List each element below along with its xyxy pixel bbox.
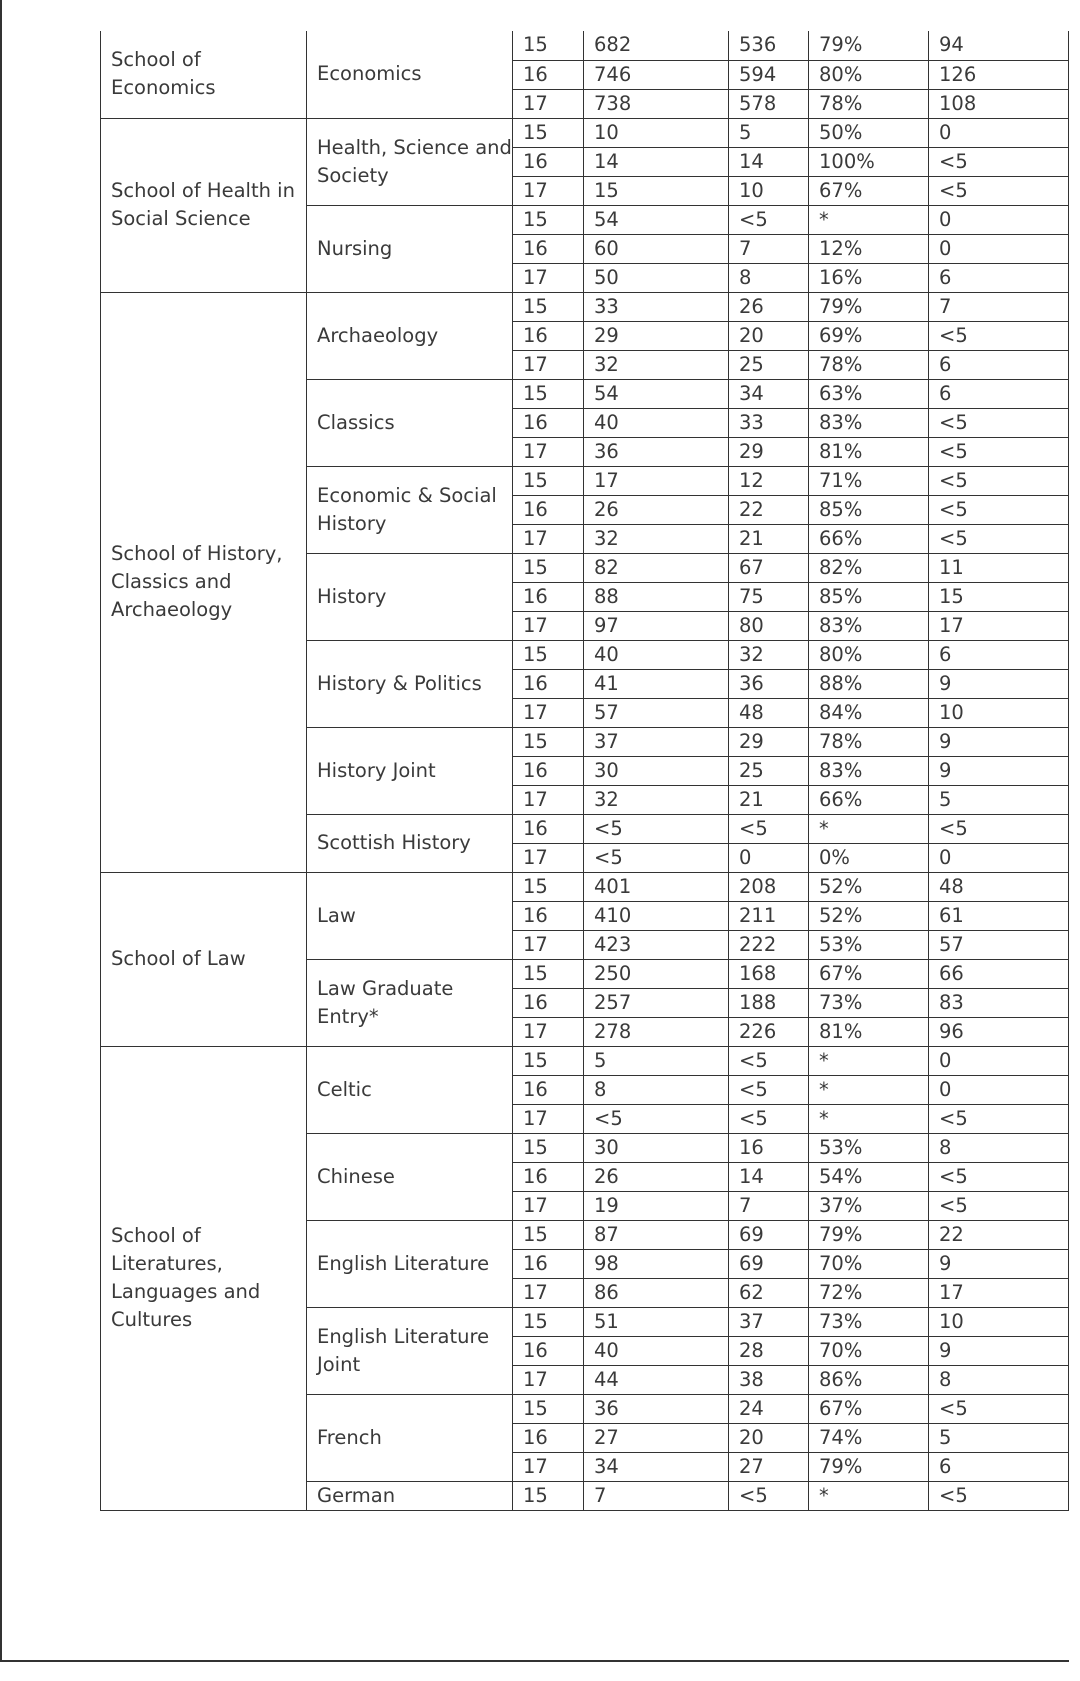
year-cell: 16: [513, 147, 584, 176]
offers-cell: 25: [729, 756, 809, 785]
year-cell: 17: [513, 350, 584, 379]
year-cell: 15: [513, 727, 584, 756]
offer-rate-cell: 67%: [809, 959, 929, 988]
entrants-cell: 126: [929, 60, 1069, 89]
offers-cell: <5: [729, 1046, 809, 1075]
offer-rate-cell: 80%: [809, 60, 929, 89]
applications-cell: 82: [584, 553, 729, 582]
offers-cell: 26: [729, 292, 809, 321]
entrants-cell: 0: [929, 843, 1069, 872]
page-border-left: [0, 0, 2, 1661]
year-cell: 17: [513, 611, 584, 640]
year-cell: 17: [513, 1191, 584, 1220]
applications-cell: 257: [584, 988, 729, 1017]
entrants-cell: <5: [929, 495, 1069, 524]
year-cell: 15: [513, 1133, 584, 1162]
offers-cell: 67: [729, 553, 809, 582]
applications-cell: 60: [584, 234, 729, 263]
offer-rate-cell: 70%: [809, 1336, 929, 1365]
entrants-cell: 9: [929, 756, 1069, 785]
year-cell: 15: [513, 1307, 584, 1336]
entrants-cell: 8: [929, 1365, 1069, 1394]
subject-name-cell: German: [307, 1481, 513, 1510]
offers-cell: 7: [729, 234, 809, 263]
year-cell: 16: [513, 901, 584, 930]
entrants-cell: 5: [929, 1423, 1069, 1452]
offers-cell: 20: [729, 1423, 809, 1452]
entrants-cell: 0: [929, 1075, 1069, 1104]
year-cell: 16: [513, 234, 584, 263]
entrants-cell: 61: [929, 901, 1069, 930]
subject-name-cell: Nursing: [307, 205, 513, 292]
offers-cell: 25: [729, 350, 809, 379]
offer-rate-cell: 81%: [809, 437, 929, 466]
applications-cell: 410: [584, 901, 729, 930]
applications-cell: 50: [584, 263, 729, 292]
subject-name-cell: Celtic: [307, 1046, 513, 1133]
offers-cell: 10: [729, 176, 809, 205]
applications-cell: 36: [584, 437, 729, 466]
year-cell: 15: [513, 553, 584, 582]
applications-cell: 29: [584, 321, 729, 350]
offers-cell: 16: [729, 1133, 809, 1162]
subject-name-cell: Economics: [307, 31, 513, 118]
applications-cell: 14: [584, 147, 729, 176]
applications-cell: 36: [584, 1394, 729, 1423]
table-row: [101, 872, 1069, 901]
offers-cell: 37: [729, 1307, 809, 1336]
offer-rate-cell: 85%: [809, 582, 929, 611]
applications-cell: 5: [584, 1046, 729, 1075]
applications-cell: 32: [584, 785, 729, 814]
offer-rate-cell: 67%: [809, 1394, 929, 1423]
entrants-cell: 10: [929, 698, 1069, 727]
offers-cell: 62: [729, 1278, 809, 1307]
applications-cell: 15: [584, 176, 729, 205]
entrants-cell: 10: [929, 1307, 1069, 1336]
applications-cell: 278: [584, 1017, 729, 1046]
applications-cell: 26: [584, 1162, 729, 1191]
applications-cell: 27: [584, 1423, 729, 1452]
subject-name-cell: Economic & Social History: [307, 466, 513, 553]
applications-cell: 30: [584, 1133, 729, 1162]
offers-cell: 29: [729, 437, 809, 466]
year-cell: 16: [513, 756, 584, 785]
entrants-cell: 6: [929, 263, 1069, 292]
school-name-cell: School of History, Classics and Archaeology: [101, 292, 307, 872]
year-cell: 16: [513, 1423, 584, 1452]
year-cell: 15: [513, 1481, 584, 1510]
year-cell: 15: [513, 1220, 584, 1249]
year-cell: 15: [513, 466, 584, 495]
year-cell: 16: [513, 669, 584, 698]
subject-name-cell: French: [307, 1394, 513, 1481]
year-cell: 16: [513, 814, 584, 843]
offer-rate-cell: 73%: [809, 988, 929, 1017]
applications-cell: <5: [584, 843, 729, 872]
applications-cell: 40: [584, 640, 729, 669]
year-cell: 17: [513, 1278, 584, 1307]
offer-rate-cell: 83%: [809, 756, 929, 785]
offer-rate-cell: 78%: [809, 727, 929, 756]
year-cell: 17: [513, 1017, 584, 1046]
year-cell: 17: [513, 698, 584, 727]
statistics-table: [100, 31, 1069, 1511]
applications-cell: 41: [584, 669, 729, 698]
entrants-cell: 66: [929, 959, 1069, 988]
entrants-cell: 6: [929, 640, 1069, 669]
year-cell: 17: [513, 1104, 584, 1133]
entrants-cell: 9: [929, 1249, 1069, 1278]
applications-cell: 32: [584, 350, 729, 379]
year-cell: 16: [513, 321, 584, 350]
entrants-cell: <5: [929, 466, 1069, 495]
offers-cell: 5: [729, 118, 809, 147]
offer-rate-cell: 37%: [809, 1191, 929, 1220]
school-name-cell: School of Economics: [101, 31, 307, 118]
offers-cell: 12: [729, 466, 809, 495]
year-cell: 16: [513, 495, 584, 524]
year-cell: 15: [513, 118, 584, 147]
applications-cell: 88: [584, 582, 729, 611]
year-cell: 16: [513, 988, 584, 1017]
offer-rate-cell: 71%: [809, 466, 929, 495]
offers-cell: 222: [729, 930, 809, 959]
applications-cell: 682: [584, 31, 729, 60]
entrants-cell: 57: [929, 930, 1069, 959]
entrants-cell: <5: [929, 437, 1069, 466]
entrants-cell: 0: [929, 234, 1069, 263]
year-cell: 17: [513, 437, 584, 466]
applications-cell: <5: [584, 814, 729, 843]
offer-rate-cell: 81%: [809, 1017, 929, 1046]
year-cell: 17: [513, 843, 584, 872]
year-cell: 16: [513, 1249, 584, 1278]
offers-cell: 32: [729, 640, 809, 669]
entrants-cell: 6: [929, 379, 1069, 408]
offer-rate-cell: *: [809, 205, 929, 234]
entrants-cell: <5: [929, 1481, 1069, 1510]
applications-cell: 423: [584, 930, 729, 959]
offer-rate-cell: 53%: [809, 930, 929, 959]
offer-rate-cell: 69%: [809, 321, 929, 350]
offer-rate-cell: 12%: [809, 234, 929, 263]
entrants-cell: <5: [929, 1162, 1069, 1191]
entrants-cell: 9: [929, 669, 1069, 698]
offer-rate-cell: 73%: [809, 1307, 929, 1336]
offer-rate-cell: 16%: [809, 263, 929, 292]
subject-name-cell: History Joint: [307, 727, 513, 814]
applications-cell: 54: [584, 379, 729, 408]
applications-cell: 37: [584, 727, 729, 756]
entrants-cell: 48: [929, 872, 1069, 901]
offers-cell: <5: [729, 1481, 809, 1510]
offers-cell: 27: [729, 1452, 809, 1481]
entrants-cell: 83: [929, 988, 1069, 1017]
offer-rate-cell: *: [809, 1075, 929, 1104]
applications-cell: 97: [584, 611, 729, 640]
table-row: [101, 292, 1069, 321]
year-cell: 15: [513, 959, 584, 988]
offer-rate-cell: 82%: [809, 553, 929, 582]
year-cell: 17: [513, 176, 584, 205]
offers-cell: 0: [729, 843, 809, 872]
year-cell: 16: [513, 1075, 584, 1104]
entrants-cell: 6: [929, 350, 1069, 379]
offer-rate-cell: 83%: [809, 408, 929, 437]
applications-cell: 250: [584, 959, 729, 988]
year-cell: 17: [513, 785, 584, 814]
page-border-bottom: [0, 1660, 1069, 1662]
offer-rate-cell: 66%: [809, 524, 929, 553]
offer-rate-cell: 0%: [809, 843, 929, 872]
table-row: [101, 118, 1069, 147]
year-cell: 15: [513, 640, 584, 669]
offers-cell: 22: [729, 495, 809, 524]
offers-cell: 14: [729, 147, 809, 176]
year-cell: 17: [513, 1452, 584, 1481]
entrants-cell: 5: [929, 785, 1069, 814]
offer-rate-cell: 80%: [809, 640, 929, 669]
entrants-cell: 22: [929, 1220, 1069, 1249]
applications-cell: 87: [584, 1220, 729, 1249]
offer-rate-cell: 78%: [809, 89, 929, 118]
offer-rate-cell: *: [809, 1104, 929, 1133]
offers-cell: 536: [729, 31, 809, 60]
offers-cell: <5: [729, 1104, 809, 1133]
entrants-cell: 0: [929, 118, 1069, 147]
table-body: [101, 31, 1069, 1510]
offers-cell: 14: [729, 1162, 809, 1191]
applications-cell: 32: [584, 524, 729, 553]
offer-rate-cell: 88%: [809, 669, 929, 698]
table-row: [101, 1046, 1069, 1075]
entrants-cell: 17: [929, 1278, 1069, 1307]
year-cell: 15: [513, 1046, 584, 1075]
offer-rate-cell: 63%: [809, 379, 929, 408]
year-cell: 15: [513, 872, 584, 901]
entrants-cell: <5: [929, 1104, 1069, 1133]
applications-cell: 746: [584, 60, 729, 89]
offer-rate-cell: 54%: [809, 1162, 929, 1191]
subject-name-cell: Classics: [307, 379, 513, 466]
entrants-cell: 17: [929, 611, 1069, 640]
entrants-cell: 108: [929, 89, 1069, 118]
entrants-cell: 0: [929, 1046, 1069, 1075]
subject-name-cell: English Literature: [307, 1220, 513, 1307]
offer-rate-cell: 84%: [809, 698, 929, 727]
entrants-cell: <5: [929, 1394, 1069, 1423]
offers-cell: 29: [729, 727, 809, 756]
applications-cell: 30: [584, 756, 729, 785]
offer-rate-cell: 66%: [809, 785, 929, 814]
offers-cell: 8: [729, 263, 809, 292]
offers-cell: 48: [729, 698, 809, 727]
year-cell: 17: [513, 524, 584, 553]
year-cell: 16: [513, 1162, 584, 1191]
offers-cell: 226: [729, 1017, 809, 1046]
applications-cell: 54: [584, 205, 729, 234]
subject-name-cell: Law Graduate Entry*: [307, 959, 513, 1046]
offer-rate-cell: 85%: [809, 495, 929, 524]
offer-rate-cell: 67%: [809, 176, 929, 205]
year-cell: 15: [513, 205, 584, 234]
applications-cell: 17: [584, 466, 729, 495]
entrants-cell: 9: [929, 1336, 1069, 1365]
offer-rate-cell: 83%: [809, 611, 929, 640]
entrants-cell: <5: [929, 176, 1069, 205]
offers-cell: 69: [729, 1220, 809, 1249]
entrants-cell: 15: [929, 582, 1069, 611]
applications-cell: 33: [584, 292, 729, 321]
entrants-cell: <5: [929, 524, 1069, 553]
applications-cell: 44: [584, 1365, 729, 1394]
offers-cell: <5: [729, 814, 809, 843]
subject-name-cell: Health, Science and Society: [307, 118, 513, 205]
year-cell: 16: [513, 1336, 584, 1365]
offers-cell: <5: [729, 205, 809, 234]
offers-cell: 75: [729, 582, 809, 611]
offers-cell: 594: [729, 60, 809, 89]
year-cell: 17: [513, 263, 584, 292]
offers-cell: 168: [729, 959, 809, 988]
offer-rate-cell: 79%: [809, 1452, 929, 1481]
entrants-cell: <5: [929, 147, 1069, 176]
subject-name-cell: History: [307, 553, 513, 640]
offer-rate-cell: 70%: [809, 1249, 929, 1278]
applications-cell: 40: [584, 408, 729, 437]
applications-cell: 57: [584, 698, 729, 727]
entrants-cell: 7: [929, 292, 1069, 321]
offers-cell: 34: [729, 379, 809, 408]
offer-rate-cell: 86%: [809, 1365, 929, 1394]
offers-cell: 20: [729, 321, 809, 350]
entrants-cell: 94: [929, 31, 1069, 60]
year-cell: 16: [513, 408, 584, 437]
offers-cell: 21: [729, 785, 809, 814]
offer-rate-cell: 79%: [809, 1220, 929, 1249]
year-cell: 15: [513, 1394, 584, 1423]
offers-cell: 211: [729, 901, 809, 930]
entrants-cell: 8: [929, 1133, 1069, 1162]
offers-cell: 24: [729, 1394, 809, 1423]
applications-cell: 51: [584, 1307, 729, 1336]
year-cell: 15: [513, 379, 584, 408]
offer-rate-cell: 78%: [809, 350, 929, 379]
offers-cell: 188: [729, 988, 809, 1017]
applications-cell: 10: [584, 118, 729, 147]
offers-cell: 36: [729, 669, 809, 698]
year-cell: 17: [513, 930, 584, 959]
year-cell: 15: [513, 292, 584, 321]
applications-cell: 86: [584, 1278, 729, 1307]
entrants-cell: 96: [929, 1017, 1069, 1046]
subject-name-cell: Chinese: [307, 1133, 513, 1220]
entrants-cell: 9: [929, 727, 1069, 756]
subject-name-cell: English Literature Joint: [307, 1307, 513, 1394]
school-name-cell: School of Health in Social Science: [101, 118, 307, 292]
entrants-cell: 11: [929, 553, 1069, 582]
applications-cell: 19: [584, 1191, 729, 1220]
offers-cell: 21: [729, 524, 809, 553]
year-cell: 15: [513, 31, 584, 60]
entrants-cell: 0: [929, 205, 1069, 234]
year-cell: 17: [513, 1365, 584, 1394]
entrants-cell: <5: [929, 408, 1069, 437]
subject-name-cell: Scottish History: [307, 814, 513, 872]
applications-cell: 7: [584, 1481, 729, 1510]
applications-cell: 26: [584, 495, 729, 524]
table-row: [101, 31, 1069, 60]
subject-name-cell: History & Politics: [307, 640, 513, 727]
offers-cell: 33: [729, 408, 809, 437]
entrants-cell: <5: [929, 814, 1069, 843]
offer-rate-cell: 50%: [809, 118, 929, 147]
applications-cell: 738: [584, 89, 729, 118]
school-name-cell: School of Literatures, Languages and Cultures: [101, 1046, 307, 1510]
offers-cell: <5: [729, 1075, 809, 1104]
applications-cell: 401: [584, 872, 729, 901]
offers-cell: 69: [729, 1249, 809, 1278]
year-cell: 17: [513, 89, 584, 118]
applications-cell: 98: [584, 1249, 729, 1278]
offer-rate-cell: *: [809, 1481, 929, 1510]
year-cell: 16: [513, 60, 584, 89]
offer-rate-cell: 79%: [809, 31, 929, 60]
offer-rate-cell: *: [809, 814, 929, 843]
offers-cell: 38: [729, 1365, 809, 1394]
offers-cell: 28: [729, 1336, 809, 1365]
offers-cell: 208: [729, 872, 809, 901]
entrants-cell: 6: [929, 1452, 1069, 1481]
offers-cell: 80: [729, 611, 809, 640]
offer-rate-cell: 72%: [809, 1278, 929, 1307]
offer-rate-cell: 100%: [809, 147, 929, 176]
offer-rate-cell: 53%: [809, 1133, 929, 1162]
year-cell: 16: [513, 582, 584, 611]
offer-rate-cell: 79%: [809, 292, 929, 321]
applications-cell: 8: [584, 1075, 729, 1104]
offer-rate-cell: 52%: [809, 872, 929, 901]
applications-cell: <5: [584, 1104, 729, 1133]
offers-cell: 7: [729, 1191, 809, 1220]
entrants-cell: <5: [929, 1191, 1069, 1220]
subject-name-cell: Law: [307, 872, 513, 959]
applications-cell: 34: [584, 1452, 729, 1481]
offer-rate-cell: 74%: [809, 1423, 929, 1452]
applications-cell: 40: [584, 1336, 729, 1365]
school-name-cell: School of Law: [101, 872, 307, 1046]
offer-rate-cell: *: [809, 1046, 929, 1075]
subject-name-cell: Archaeology: [307, 292, 513, 379]
entrants-cell: <5: [929, 321, 1069, 350]
offer-rate-cell: 52%: [809, 901, 929, 930]
offers-cell: 578: [729, 89, 809, 118]
